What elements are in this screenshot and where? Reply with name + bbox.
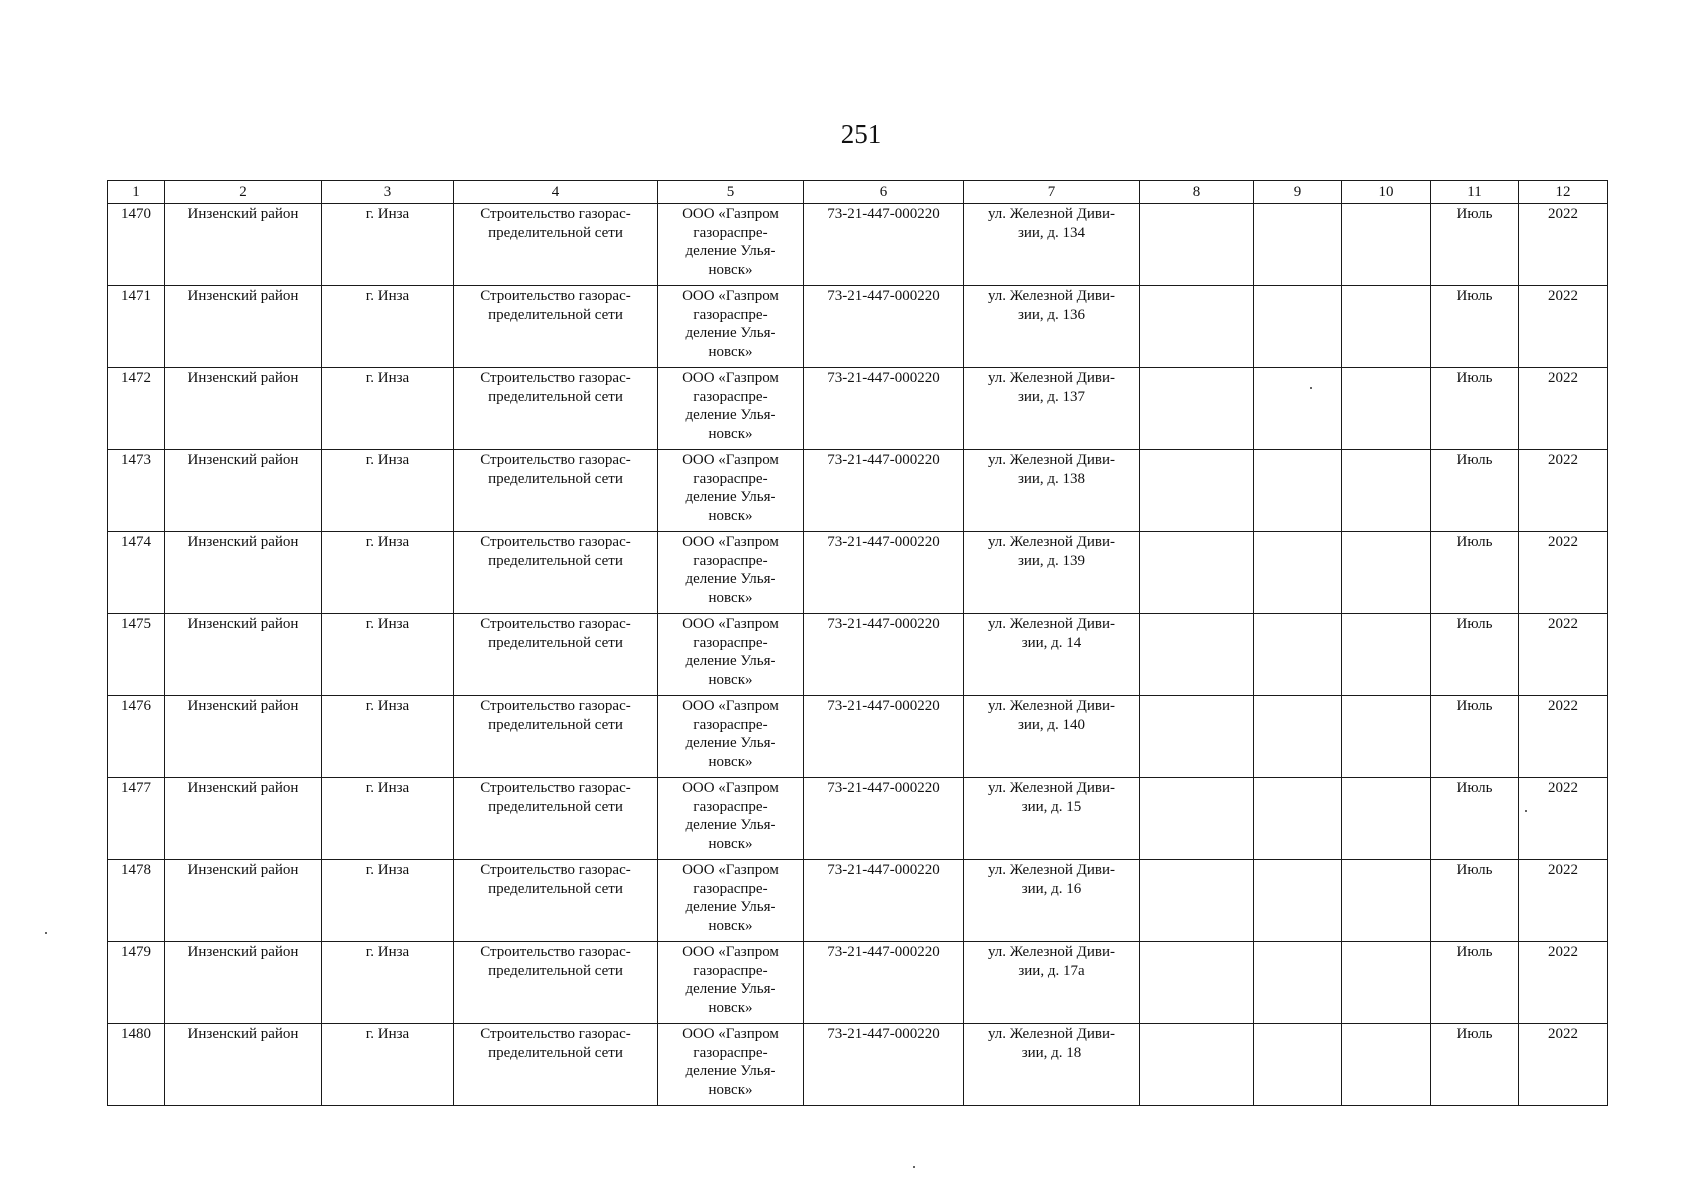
- work-type-cell-line: Строительство газорас-: [480, 452, 631, 468]
- organization-cell-line: новск»: [708, 261, 753, 278]
- column-9-cell: [1254, 532, 1342, 614]
- column-9-cell: [1254, 614, 1342, 696]
- organization-cell: [658, 368, 804, 450]
- scan-speck: [913, 1166, 915, 1168]
- object-code-cell: 73-21-447-000220: [804, 286, 964, 368]
- locality-cell: г. Инза: [322, 778, 454, 860]
- work-type-cell-line: пределительной сети: [488, 798, 623, 815]
- column-header-9: 9: [1254, 181, 1342, 204]
- row-number: 1472: [108, 368, 165, 450]
- locality-cell: г. Инза: [322, 860, 454, 942]
- address-cell-line: ул. Железной Диви-: [987, 452, 1116, 468]
- object-code-cell: 73-21-447-000220: [804, 696, 964, 778]
- column-10-cell: [1342, 1024, 1431, 1106]
- organization-cell-line: новск»: [708, 917, 753, 934]
- organization-cell-line: ООО «Газпром: [682, 206, 779, 222]
- address-cell-line: зии, д. 136: [1017, 306, 1086, 323]
- page-number: 251: [840, 119, 882, 149]
- month-cell: Июль: [1431, 942, 1519, 1024]
- work-type-cell-line: Строительство газорас-: [480, 534, 631, 550]
- column-9-cell: [1254, 450, 1342, 532]
- address-cell: [964, 286, 1140, 368]
- column-8-cell: [1140, 614, 1254, 696]
- work-type-cell-line: пределительной сети: [488, 962, 623, 979]
- column-10-cell: [1342, 450, 1431, 532]
- work-type-cell-line: пределительной сети: [488, 552, 623, 569]
- address-cell: [964, 368, 1140, 450]
- organization-cell-line: новск»: [708, 671, 753, 688]
- organization-cell: [658, 942, 804, 1024]
- organization-cell-line: новск»: [708, 507, 753, 524]
- address-cell: [964, 1024, 1140, 1106]
- column-10-cell: [1342, 860, 1431, 942]
- address-cell: [964, 614, 1140, 696]
- district-cell: Инзенский район: [165, 614, 322, 696]
- column-9-cell: [1254, 1024, 1342, 1106]
- year-cell: 2022: [1519, 696, 1608, 778]
- organization-cell-line: ООО «Газпром: [682, 1026, 779, 1042]
- column-header-11: 11: [1431, 181, 1519, 204]
- district-cell: Инзенский район: [165, 860, 322, 942]
- month-cell: Июль: [1431, 696, 1519, 778]
- column-8-cell: [1140, 532, 1254, 614]
- address-cell-line: зии, д. 140: [1017, 716, 1086, 733]
- object-code-cell: 73-21-447-000220: [804, 450, 964, 532]
- row-number: 1475: [108, 614, 165, 696]
- month-cell: Июль: [1431, 204, 1519, 286]
- column-8-cell: [1140, 368, 1254, 450]
- work-type-cell: [454, 696, 658, 778]
- organization-cell-line: ООО «Газпром: [682, 288, 779, 304]
- address-cell-line: ул. Железной Диви-: [987, 944, 1116, 960]
- column-10-cell: [1342, 942, 1431, 1024]
- scan-speck: [45, 932, 47, 934]
- column-header-12: 12: [1519, 181, 1608, 204]
- address-cell-line: ул. Железной Диви-: [987, 206, 1116, 222]
- work-type-cell: [454, 1024, 658, 1106]
- organization-cell-line: деление Улья-: [685, 325, 776, 341]
- address-cell-line: ул. Железной Диви-: [987, 534, 1116, 550]
- organization-cell-line: ООО «Газпром: [682, 452, 779, 468]
- row-number: 1470: [108, 204, 165, 286]
- table-row: [108, 450, 1608, 532]
- address-cell-line: зии, д. 138: [1017, 470, 1086, 487]
- organization-cell-line: ООО «Газпром: [682, 944, 779, 960]
- year-cell: 2022: [1519, 614, 1608, 696]
- organization-cell-line: деление Улья-: [685, 653, 776, 669]
- locality-cell: г. Инза: [322, 614, 454, 696]
- row-number: 1473: [108, 450, 165, 532]
- work-type-cell-line: пределительной сети: [488, 470, 623, 487]
- organization-cell-line: деление Улья-: [685, 407, 776, 423]
- address-cell-line: зии, д. 139: [1017, 552, 1086, 569]
- address-cell: [964, 942, 1140, 1024]
- column-header-4: 4: [454, 181, 658, 204]
- organization-cell-line: новск»: [708, 753, 753, 770]
- district-cell: Инзенский район: [165, 532, 322, 614]
- table-row: [108, 204, 1608, 286]
- table-row: [108, 368, 1608, 450]
- year-cell: 2022: [1519, 532, 1608, 614]
- organization-cell: [658, 778, 804, 860]
- organization-cell-line: деление Улья-: [685, 735, 776, 751]
- row-number: 1478: [108, 860, 165, 942]
- organization-cell-line: газораспре-: [693, 798, 768, 815]
- work-type-cell-line: пределительной сети: [488, 306, 623, 323]
- column-10-cell: [1342, 778, 1431, 860]
- work-type-cell-line: пределительной сети: [488, 388, 623, 405]
- column-8-cell: [1140, 1024, 1254, 1106]
- address-cell-line: зии, д. 16: [1021, 880, 1082, 897]
- column-10-cell: [1342, 532, 1431, 614]
- month-cell: Июль: [1431, 614, 1519, 696]
- district-cell: Инзенский район: [165, 204, 322, 286]
- organization-cell-line: новск»: [708, 835, 753, 852]
- data-table: [107, 180, 1608, 1106]
- locality-cell: г. Инза: [322, 204, 454, 286]
- work-type-cell: [454, 942, 658, 1024]
- column-header-2: 2: [165, 181, 322, 204]
- address-cell-line: ул. Железной Диви-: [987, 616, 1116, 632]
- object-code-cell: 73-21-447-000220: [804, 614, 964, 696]
- organization-cell-line: газораспре-: [693, 552, 768, 569]
- object-code-cell: 73-21-447-000220: [804, 532, 964, 614]
- table-row: [108, 778, 1608, 860]
- organization-cell-line: новск»: [708, 343, 753, 360]
- organization-cell-line: новск»: [708, 589, 753, 606]
- column-10-cell: [1342, 368, 1431, 450]
- column-9-cell: [1254, 286, 1342, 368]
- month-cell: Июль: [1431, 532, 1519, 614]
- address-cell-line: зии, д. 137: [1017, 388, 1086, 405]
- organization-cell: [658, 450, 804, 532]
- locality-cell: г. Инза: [322, 368, 454, 450]
- organization-cell: [658, 532, 804, 614]
- column-header-10: 10: [1342, 181, 1431, 204]
- year-cell: 2022: [1519, 778, 1608, 860]
- organization-cell: [658, 1024, 804, 1106]
- table-row: [108, 532, 1608, 614]
- month-cell: Июль: [1431, 778, 1519, 860]
- organization-cell-line: новск»: [708, 425, 753, 442]
- district-cell: Инзенский район: [165, 778, 322, 860]
- table-row: [108, 614, 1608, 696]
- address-cell-line: ул. Железной Диви-: [987, 698, 1116, 714]
- organization-cell-line: газораспре-: [693, 388, 768, 405]
- column-10-cell: [1342, 286, 1431, 368]
- column-10-cell: [1342, 614, 1431, 696]
- organization-cell-line: деление Улья-: [685, 981, 776, 997]
- address-cell-line: зии, д. 134: [1017, 224, 1086, 241]
- object-code-cell: 73-21-447-000220: [804, 1024, 964, 1106]
- work-type-cell-line: пределительной сети: [488, 224, 623, 241]
- organization-cell-line: новск»: [708, 1081, 753, 1098]
- organization-cell-line: газораспре-: [693, 470, 768, 487]
- object-code-cell: 73-21-447-000220: [804, 368, 964, 450]
- column-8-cell: [1140, 450, 1254, 532]
- organization-cell-line: новск»: [708, 999, 753, 1016]
- work-type-cell: [454, 532, 658, 614]
- address-cell-line: зии, д. 14: [1021, 634, 1082, 651]
- column-9-cell: [1254, 696, 1342, 778]
- work-type-cell: [454, 286, 658, 368]
- scan-speck: [1525, 810, 1527, 812]
- organization-cell-line: газораспре-: [693, 306, 768, 323]
- organization-cell-line: ООО «Газпром: [682, 698, 779, 714]
- organization-cell-line: деление Улья-: [685, 817, 776, 833]
- address-cell: [964, 696, 1140, 778]
- address-cell: [964, 532, 1140, 614]
- column-8-cell: [1140, 204, 1254, 286]
- work-type-cell: [454, 860, 658, 942]
- row-number: 1480: [108, 1024, 165, 1106]
- address-cell-line: ул. Железной Диви-: [987, 288, 1116, 304]
- row-number: 1471: [108, 286, 165, 368]
- column-10-cell: [1342, 696, 1431, 778]
- year-cell: 2022: [1519, 286, 1608, 368]
- organization-cell: [658, 614, 804, 696]
- work-type-cell-line: Строительство газорас-: [480, 288, 631, 304]
- header-row: [108, 181, 1608, 204]
- organization-cell: [658, 696, 804, 778]
- work-type-cell-line: пределительной сети: [488, 716, 623, 733]
- year-cell: 2022: [1519, 204, 1608, 286]
- address-cell-line: зии, д. 15: [1021, 798, 1082, 815]
- address-cell-line: ул. Железной Диви-: [987, 862, 1116, 878]
- organization-cell: [658, 286, 804, 368]
- organization-cell-line: газораспре-: [693, 634, 768, 651]
- table-body: [108, 204, 1608, 1106]
- table-row: [108, 696, 1608, 778]
- column-header-6: 6: [804, 181, 964, 204]
- address-cell: [964, 450, 1140, 532]
- column-header-8: 8: [1140, 181, 1254, 204]
- row-number: 1476: [108, 696, 165, 778]
- column-header-7: 7: [964, 181, 1140, 204]
- district-cell: Инзенский район: [165, 696, 322, 778]
- address-cell: [964, 860, 1140, 942]
- address-cell-line: зии, д. 18: [1021, 1044, 1082, 1061]
- column-header-5: 5: [658, 181, 804, 204]
- work-type-cell-line: Строительство газорас-: [480, 780, 631, 796]
- organization-cell-line: ООО «Газпром: [682, 862, 779, 878]
- year-cell: 2022: [1519, 368, 1608, 450]
- district-cell: Инзенский район: [165, 450, 322, 532]
- work-type-cell: [454, 368, 658, 450]
- work-type-cell: [454, 204, 658, 286]
- organization-cell: [658, 204, 804, 286]
- work-type-cell-line: Строительство газорас-: [480, 862, 631, 878]
- work-type-cell-line: Строительство газорас-: [480, 370, 631, 386]
- address-cell: [964, 778, 1140, 860]
- work-type-cell-line: Строительство газорас-: [480, 616, 631, 632]
- column-9-cell: [1254, 778, 1342, 860]
- month-cell: Июль: [1431, 860, 1519, 942]
- locality-cell: г. Инза: [322, 942, 454, 1024]
- organization-cell-line: ООО «Газпром: [682, 534, 779, 550]
- locality-cell: г. Инза: [322, 696, 454, 778]
- organization-cell-line: газораспре-: [693, 1044, 768, 1061]
- locality-cell: г. Инза: [322, 450, 454, 532]
- column-8-cell: [1140, 942, 1254, 1024]
- year-cell: 2022: [1519, 450, 1608, 532]
- object-code-cell: 73-21-447-000220: [804, 204, 964, 286]
- column-8-cell: [1140, 860, 1254, 942]
- object-code-cell: 73-21-447-000220: [804, 942, 964, 1024]
- row-number: 1474: [108, 532, 165, 614]
- work-type-cell-line: пределительной сети: [488, 1044, 623, 1061]
- month-cell: Июль: [1431, 286, 1519, 368]
- table-row: [108, 860, 1608, 942]
- table-row: [108, 1024, 1608, 1106]
- organization-cell-line: деление Улья-: [685, 1063, 776, 1079]
- district-cell: Инзенский район: [165, 286, 322, 368]
- work-type-cell-line: Строительство газорас-: [480, 206, 631, 222]
- column-9-cell: [1254, 368, 1342, 450]
- organization-cell-line: газораспре-: [693, 224, 768, 241]
- organization-cell-line: деление Улья-: [685, 489, 776, 505]
- address-cell: [964, 204, 1140, 286]
- column-8-cell: [1140, 696, 1254, 778]
- table-row: [108, 286, 1608, 368]
- object-code-cell: 73-21-447-000220: [804, 778, 964, 860]
- organization-cell-line: деление Улья-: [685, 243, 776, 259]
- work-type-cell-line: Строительство газорас-: [480, 944, 631, 960]
- organization-cell-line: газораспре-: [693, 880, 768, 897]
- work-type-cell-line: пределительной сети: [488, 634, 623, 651]
- scan-speck: [1310, 387, 1312, 389]
- column-header-3: 3: [322, 181, 454, 204]
- column-10-cell: [1342, 204, 1431, 286]
- year-cell: 2022: [1519, 1024, 1608, 1106]
- month-cell: Июль: [1431, 368, 1519, 450]
- work-type-cell-line: Строительство газорас-: [480, 1026, 631, 1042]
- table-row: [108, 942, 1608, 1024]
- organization-cell-line: ООО «Газпром: [682, 370, 779, 386]
- locality-cell: г. Инза: [322, 286, 454, 368]
- work-type-cell: [454, 450, 658, 532]
- work-type-cell-line: Строительство газорас-: [480, 698, 631, 714]
- locality-cell: г. Инза: [322, 1024, 454, 1106]
- organization-cell-line: ООО «Газпром: [682, 616, 779, 632]
- object-code-cell: 73-21-447-000220: [804, 860, 964, 942]
- organization-cell-line: ООО «Газпром: [682, 780, 779, 796]
- district-cell: Инзенский район: [165, 368, 322, 450]
- column-9-cell: [1254, 860, 1342, 942]
- organization-cell-line: газораспре-: [693, 962, 768, 979]
- address-cell-line: ул. Железной Диви-: [987, 370, 1116, 386]
- column-8-cell: [1140, 778, 1254, 860]
- address-cell-line: ул. Железной Диви-: [987, 1026, 1116, 1042]
- table-header: [108, 181, 1608, 204]
- work-type-cell: [454, 614, 658, 696]
- year-cell: 2022: [1519, 942, 1608, 1024]
- address-cell-line: зии, д. 17а: [1018, 962, 1085, 979]
- column-9-cell: [1254, 942, 1342, 1024]
- organization-cell-line: деление Улья-: [685, 899, 776, 915]
- organization-cell-line: деление Улья-: [685, 571, 776, 587]
- month-cell: Июль: [1431, 450, 1519, 532]
- year-cell: 2022: [1519, 860, 1608, 942]
- column-header-1: 1: [108, 181, 165, 204]
- locality-cell: г. Инза: [322, 532, 454, 614]
- column-9-cell: [1254, 204, 1342, 286]
- address-cell-line: ул. Железной Диви-: [987, 780, 1116, 796]
- work-type-cell-line: пределительной сети: [488, 880, 623, 897]
- work-type-cell: [454, 778, 658, 860]
- district-cell: Инзенский район: [165, 942, 322, 1024]
- row-number: 1479: [108, 942, 165, 1024]
- month-cell: Июль: [1431, 1024, 1519, 1106]
- organization-cell: [658, 860, 804, 942]
- district-cell: Инзенский район: [165, 1024, 322, 1106]
- column-8-cell: [1140, 286, 1254, 368]
- organization-cell-line: газораспре-: [693, 716, 768, 733]
- row-number: 1477: [108, 778, 165, 860]
